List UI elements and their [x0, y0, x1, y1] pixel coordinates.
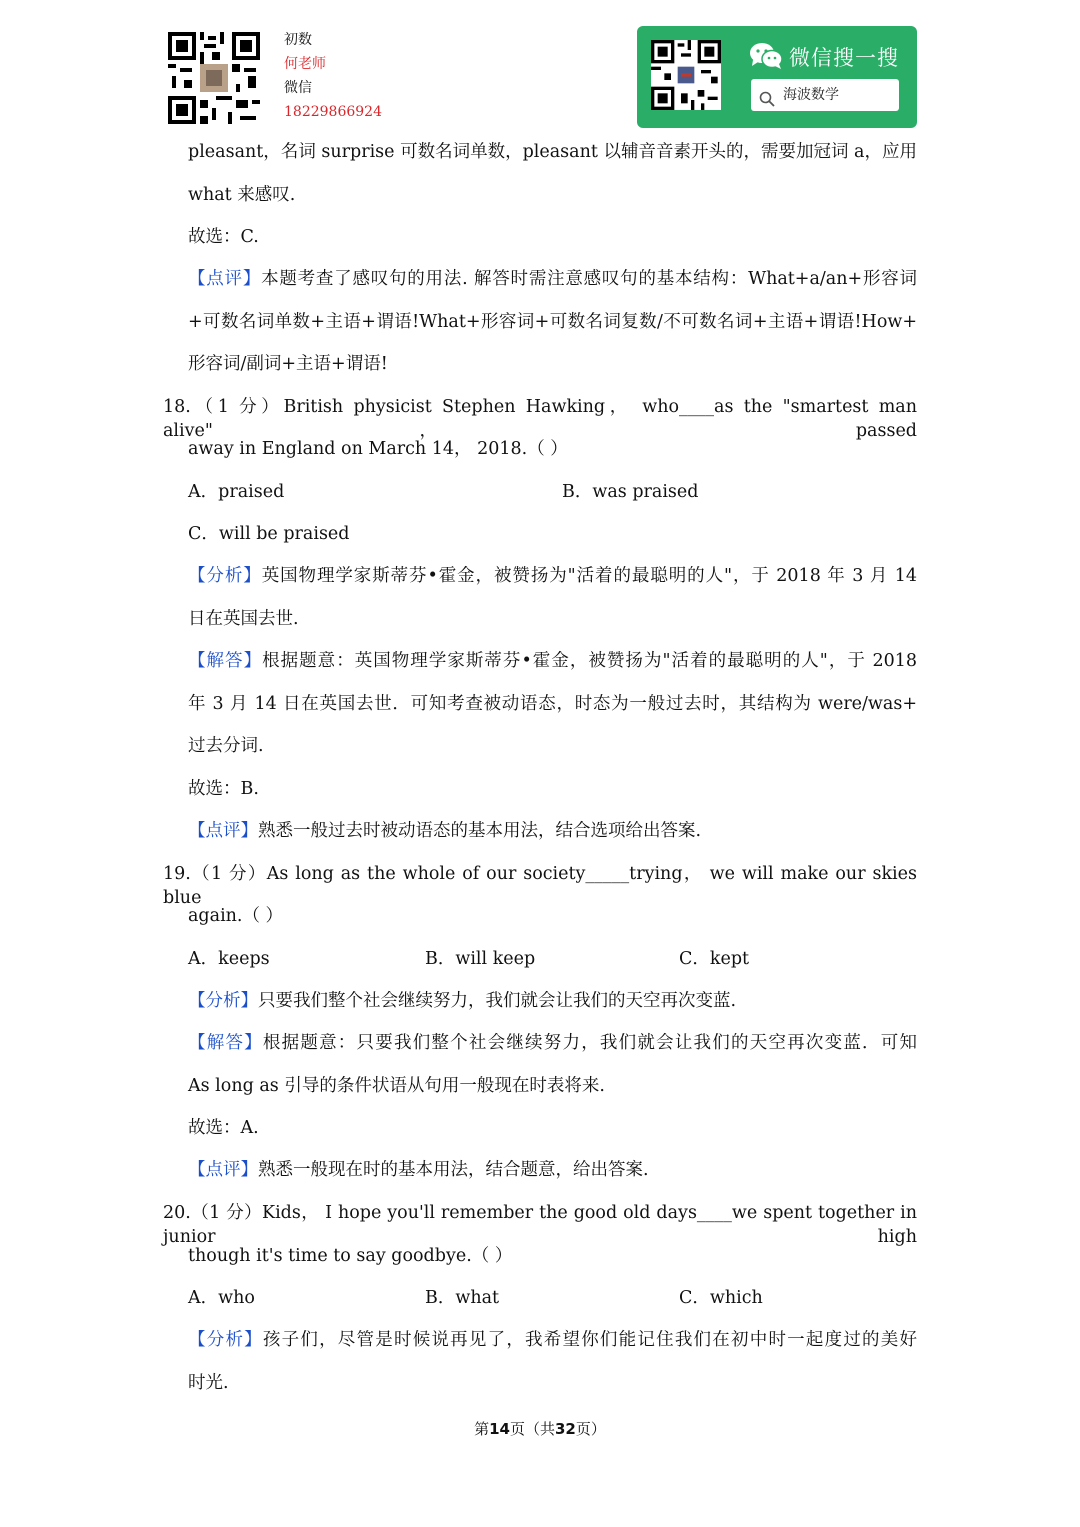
section-tag: 【解答】: [188, 651, 263, 671]
search-icon: [759, 87, 775, 119]
section-tag: 【点评】: [188, 1160, 258, 1180]
page-total: 32: [555, 1420, 576, 1438]
analysis-line: 【分析】只要我们整个社会继续努力，我们就会让我们的天空再次变蓝.: [188, 991, 737, 1011]
text-line: 形容词/副词+主语+谓语!: [188, 354, 388, 374]
section-tag: 【点评】: [188, 821, 258, 841]
section-tag: 【点评】: [188, 269, 262, 289]
text-line: pleasant，名词 surprise 可数名词单数，pleasant 以辅音音素开头的，需要加冠词 a，应用: [188, 142, 917, 162]
wechat-search-banner: [637, 26, 917, 128]
text-line: 故选：C.: [188, 227, 259, 247]
option-a: A．who: [188, 1288, 255, 1308]
section-tag: 【分析】: [188, 1330, 263, 1350]
option-b: B．will keep: [425, 949, 536, 969]
text-line: 时光.: [188, 1373, 229, 1393]
wechat-search-title: 微信搜一搜: [789, 46, 899, 70]
contact-line-teacher: 何老师: [284, 56, 326, 72]
answer-line: 【解答】根据题意：英国物理学家斯蒂芬•霍金，被赞扬为"活着的最聪明的人"，于 2018: [188, 651, 917, 671]
qr-code-right: [651, 40, 721, 110]
option-c: C．will be praised: [188, 524, 350, 544]
analysis-line: 【分析】孩子们，尽管是时候说再见了，我希望你们能记住我们在初中时一起度过的美好: [188, 1330, 918, 1350]
text-line: what 来感叹.: [188, 185, 296, 205]
comment-line: 【点评】本题考查了感叹句的用法. 解答时需注意感叹句的基本结构：What+a/an+形容词: [188, 269, 917, 289]
text-line: +可数名词单数+主语+谓语!What+形容词+可数名词复数/不可数名词+主语+谓语!How+: [188, 312, 917, 332]
answer-line: 【解答】根据题意：只要我们整个社会继续努力，我们就会让我们的天空再次变蓝．可知: [188, 1033, 918, 1053]
option-a: A．keeps: [188, 949, 270, 969]
page-number: 14: [489, 1420, 510, 1438]
option-c: C．which: [679, 1288, 763, 1308]
page-footer: 第14页（共32页）: [474, 1420, 606, 1438]
comment-line: 【点评】熟悉一般现在时的基本用法，结合题意，给出答案.: [188, 1160, 649, 1180]
question-19: 19.（1 分）As long as the whole of our society_____trying， we will make our skies blue: [163, 864, 917, 908]
contact-line-subject: 初数: [284, 32, 312, 48]
section-tag: 【分析】: [188, 991, 258, 1011]
section-tag: 【解答】: [188, 1033, 263, 1053]
question-18: 18.（1 分）British physicist Stephen Hawking， who____as the "smartest man alive"， passed: [163, 397, 917, 441]
option-a: A．praised: [188, 482, 285, 502]
analysis-line: 【分析】英国物理学家斯蒂芬•霍金，被赞扬为"活着的最聪明的人"，于 2018 年 3 月 14: [188, 566, 918, 586]
text-line: 年 3 月 14 日在英国去世．可知考查被动语态，时态为一般过去时，其结构为 were/was+: [188, 694, 917, 714]
contact-line-phone: 18229866924: [284, 104, 382, 120]
text-line: again.（ ）: [188, 906, 284, 926]
wechat-search-query: 海波数学: [783, 87, 839, 103]
text-line: 故选：B.: [188, 779, 259, 799]
contact-line-wechat: 微信: [284, 80, 312, 96]
contact-info: [284, 28, 382, 124]
qr-code-left: [168, 32, 260, 124]
option-b: B．was praised: [562, 482, 699, 502]
text-line: 故选：A.: [188, 1118, 259, 1138]
section-tag: 【分析】: [188, 566, 262, 586]
wechat-logo-icon: [749, 42, 783, 74]
comment-line: 【点评】熟悉一般过去时被动语态的基本用法，结合选项给出答案.: [188, 821, 702, 841]
text-line: 日在英国去世.: [188, 609, 299, 629]
text-line: As long as 引导的条件状语从句用一般现在时表将来.: [188, 1076, 605, 1096]
option-b: B．what: [425, 1288, 500, 1308]
text-line: away in England on March 14， 2018.（ ）: [188, 439, 568, 459]
text-line: 过去分词.: [188, 736, 264, 756]
question-20: 20.（1 分）Kids， I hope you'll remember the good old days____we spent together in junior high: [163, 1203, 917, 1247]
text-line: though it's time to say goodbye.（ ）: [188, 1246, 513, 1266]
wechat-search-box[interactable]: [751, 79, 899, 111]
option-c: C．kept: [679, 949, 750, 969]
